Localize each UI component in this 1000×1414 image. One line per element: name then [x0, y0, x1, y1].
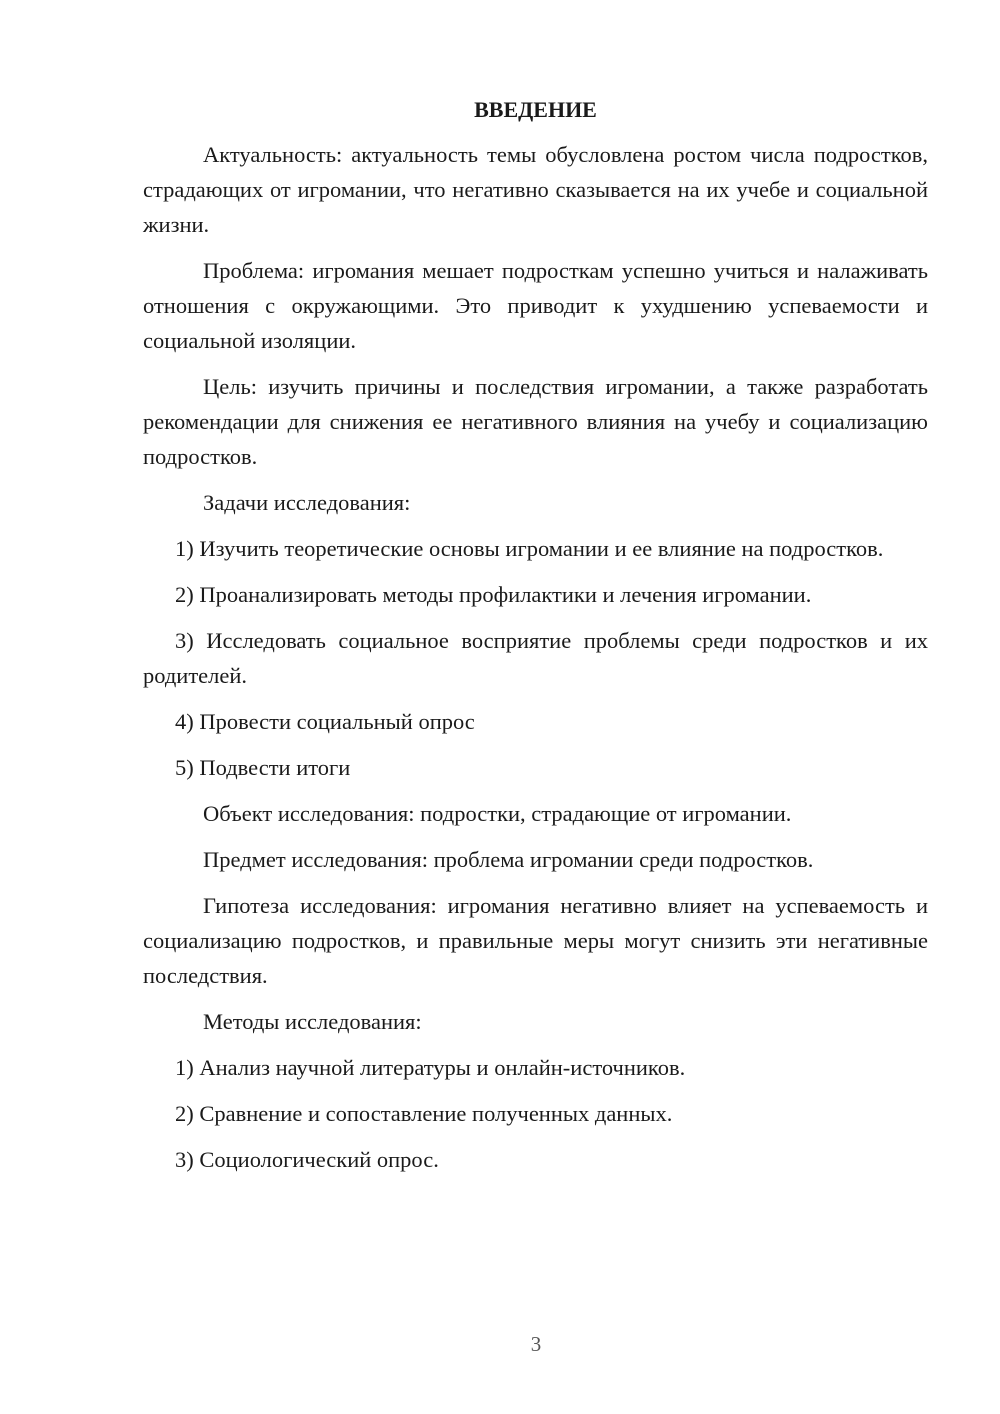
document-page [143, 92, 928, 1188]
list-item: 1) Анализ научной литературы и онлайн-источников. [175, 1055, 686, 1080]
methods-heading: Методы исследования: [203, 1009, 422, 1034]
hypothesis-paragraph: Гипотеза исследования: игромания негативно влияет на успеваемость и социализацию подростков, и правильные меры могут снизить эти негативные последствия. [143, 893, 928, 988]
object-paragraph: Объект исследования: подростки, страдающие от игромании. [203, 801, 792, 826]
methods-list [143, 1050, 928, 1177]
goal-paragraph: Цель: изучить причины и последствия игромании, а также разработать рекомендации для снижения ее негативного влияния на учебу и социализацию подростков. [143, 374, 928, 469]
list-item: 4) Провести социальный опрос [175, 709, 475, 734]
relevance-paragraph: Актуальность: актуальность темы обусловлена ростом числа подростков, страдающих от игромании, что негативно сказывается на их учебе и социальной жизни. [143, 142, 928, 237]
page-number: 3 [530, 1332, 542, 1356]
problem-paragraph: Проблема: игромания мешает подросткам успешно учиться и налаживать отношения с окружающими. Это приводит к ухудшению успеваемости и социальной изоляции. [143, 258, 928, 353]
list-item: 5) Подвести итоги [175, 755, 351, 780]
list-item: 3) Социологический опрос. [175, 1147, 439, 1172]
subject-paragraph: Предмет исследования: проблема игромании среди подростков. [203, 847, 814, 872]
list-item: 2) Проанализировать методы профилактики и лечения игромании. [175, 582, 812, 607]
list-item: 2) Сравнение и сопоставление полученных данных. [175, 1101, 673, 1126]
tasks-heading: Задачи исследования: [203, 490, 411, 515]
tasks-list [143, 531, 928, 785]
list-item: 1) Изучить теоретические основы игромании и ее влияние на подростков. [175, 536, 884, 561]
list-item: 3) Исследовать социальное восприятие проблемы среди подростков и их родителей. [143, 628, 928, 688]
page-title: ВВЕДЕНИЕ [474, 97, 597, 122]
